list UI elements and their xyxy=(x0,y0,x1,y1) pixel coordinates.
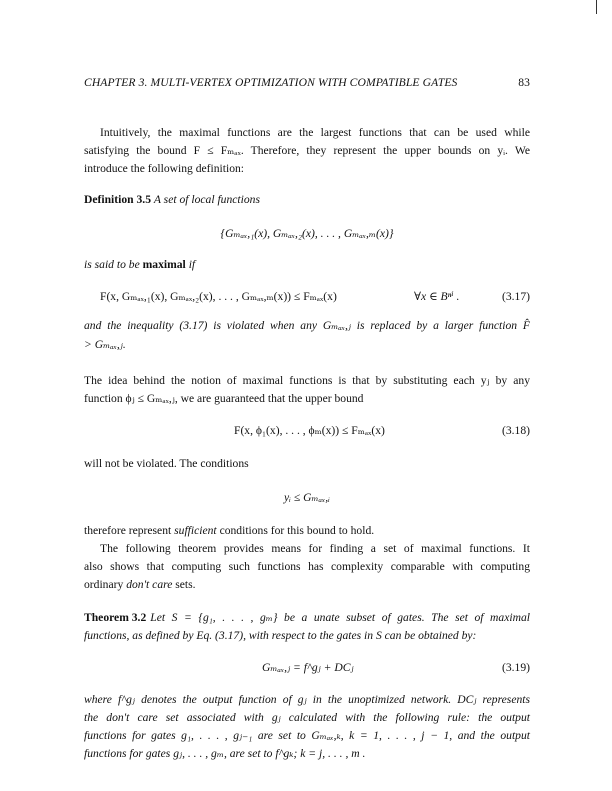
paragraph-line: Intuitively, the maximal functions are the largest functions that can be used while xyxy=(100,126,530,139)
text: is said to be xyxy=(84,258,140,271)
page-number: 83 xyxy=(518,76,530,89)
text: conditions for this bound to hold. xyxy=(219,524,375,537)
theorem-where: the don't care set associated with gⱼ calculated with the following rule: the output xyxy=(84,711,530,724)
theorem-label: Theorem 3.2 xyxy=(84,611,147,624)
text: therefore represent xyxy=(84,524,172,537)
running-header xyxy=(84,76,530,90)
theorem-where: where f^gⱼ denotes the output function of gⱼ in the unoptimized network. DCⱼ represents xyxy=(84,693,530,706)
theorem-text: functions, as defined by Eq. (3.17), with respect to the gates in S can be obtained by: xyxy=(84,629,477,642)
equation-number: (3.18) xyxy=(501,424,530,437)
equation-expr: Gₘₐₓ,ⱼ = f^gⱼ + DCⱼ xyxy=(262,661,354,674)
equation-condition: ∀x ∈ Bⁿⁱ . xyxy=(414,290,460,303)
definition-label: Definition 3.5 xyxy=(84,193,151,206)
equation-expr: F(x, ϕ₁(x), . . . , ϕₘ(x)) ≤ Fₘₐₓ(x) xyxy=(234,424,385,437)
condition-expr: yᵢ ≤ Gₘₐₓ,ᵢ xyxy=(283,491,331,504)
maximal-term: maximal xyxy=(142,258,186,271)
definition-set: {Gₘₐₓ,₁(x), Gₘₐₓ,₂(x), . . . , Gₘₐₓ,ₘ(x)} xyxy=(220,227,394,240)
paragraph-line: function ϕⱼ ≤ Gₘₐₓ,ⱼ, we are guaranteed that the upper bound xyxy=(84,392,364,405)
text: ordinary xyxy=(84,578,124,591)
theorem-where: functions for gates gⱼ, . . . , gₘ, are set to f^gₖ; k = j, . . . , m . xyxy=(84,747,366,760)
definition-tail: and the inequality (3.17) is violated when any Gₘₐₓ,ⱼ is replaced by a larger function F̂ xyxy=(84,319,530,332)
equation-3-17 xyxy=(100,290,530,304)
equation-expr: F(x, Gₘₐₓ,₁(x), Gₘₐₓ,₂(x), . . . , Gₘₐₓ,ₘ(x)) ≤ Fₘₐₓ(x) xyxy=(100,290,337,303)
definition-text: A set of local functions xyxy=(153,193,260,206)
paragraph-line: The following theorem provides means for finding a set of maximal functions. It xyxy=(100,542,530,555)
paragraph-line: will not be violated. The conditions xyxy=(84,457,249,470)
theorem-heading xyxy=(84,611,530,625)
theorem-text: Let S = {g₁, . . . , gₘ} be a unate subset of gates. The set of maximal xyxy=(150,611,530,624)
text: sets. xyxy=(175,578,196,591)
definition-heading xyxy=(84,193,530,207)
equation-number: (3.17) xyxy=(501,290,530,303)
page-edge-mark xyxy=(596,0,597,14)
paragraph-line: satisfying the bound F ≤ Fₘₐₓ. Therefore, they represent the upper bounds on yᵢ. We xyxy=(84,144,530,157)
definition-said xyxy=(84,258,530,272)
paragraph-line xyxy=(84,578,530,592)
emphasis: don't care xyxy=(126,578,173,591)
text: if xyxy=(188,258,196,271)
paragraph-line: The idea behind the notion of maximal functions is that by substituting each yⱼ by any xyxy=(84,374,530,387)
equation-number: (3.19) xyxy=(501,661,530,674)
emphasis: sufficient xyxy=(174,524,217,537)
theorem-where: functions for gates g₁, . . . , gⱼ₋₁ are set to Gₘₐₓ,ₖ, k = 1, . . . , j − 1, and the output xyxy=(84,729,530,742)
definition-tail: > Gₘₐₓ,ⱼ. xyxy=(84,338,126,351)
chapter-title: CHAPTER 3. MULTI-VERTEX OPTIMIZATION WITH COMPATIBLE GATES xyxy=(84,76,458,89)
paragraph-line xyxy=(84,524,530,538)
paragraph-line: also shows that computing such functions has complexity comparable with computing xyxy=(84,560,530,573)
paragraph-line: introduce the following definition: xyxy=(84,162,245,175)
